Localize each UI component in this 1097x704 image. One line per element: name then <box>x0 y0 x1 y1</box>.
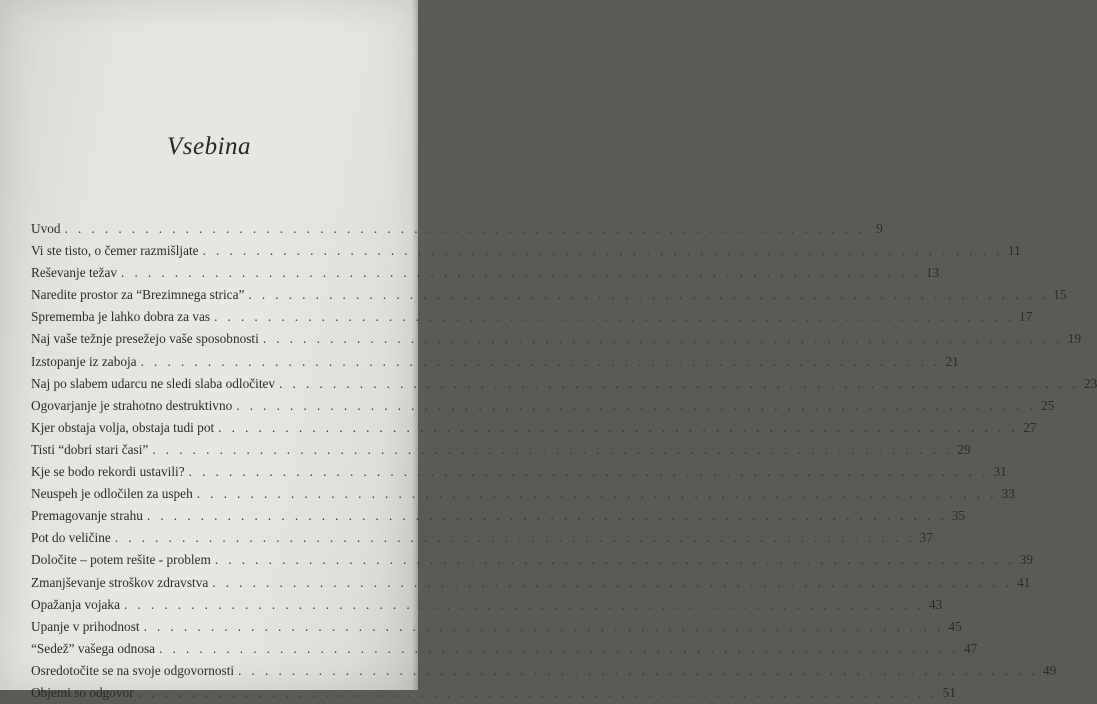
toc-entry <box>31 395 1055 417</box>
toc-entry-page-number: 43 <box>928 596 943 612</box>
toc-entry-title: Ogovarjanje je strahotno destruktivno <box>31 397 233 413</box>
dot-leader <box>124 594 924 616</box>
toc-entry-page-number: 49 <box>1043 662 1057 678</box>
toc-entry <box>31 505 966 527</box>
toc-entry <box>31 373 1097 395</box>
table-of-contents <box>31 218 1097 704</box>
toc-entry <box>31 527 933 549</box>
toc-entry-page-number: 21 <box>945 353 959 369</box>
toc-entry <box>31 594 943 616</box>
toc-entry-title: Tisti “dobri stari časi” <box>31 441 149 457</box>
toc-entry-page-number: 25 <box>1041 397 1055 413</box>
toc-entry-title: Kjer obstaja volja, obstaja tudi pot <box>31 419 215 435</box>
toc-entry <box>31 616 962 638</box>
toc-entry-title: Sprememba je lahko dobra za vas <box>31 309 211 325</box>
toc-entry-page-number: 27 <box>1023 419 1037 435</box>
dot-leader <box>263 328 1063 350</box>
dot-leader <box>121 262 921 284</box>
dot-leader <box>189 461 989 483</box>
toc-entry-page-number: 47 <box>963 640 978 656</box>
toc-entry-title: Naj po slabem udarcu ne sledi slaba odločitev <box>31 375 276 391</box>
dot-leader <box>138 682 938 704</box>
toc-entry-page-number: 35 <box>951 508 966 524</box>
dot-leader <box>236 395 1036 417</box>
toc-entry-page-number: 45 <box>948 618 962 634</box>
toc-entry-title: Naredite prostor za “Brezimnega strica” <box>31 287 245 303</box>
toc-entry <box>31 306 1033 328</box>
toc-entry <box>31 461 1007 483</box>
toc-entry <box>31 417 1037 439</box>
toc-entry-page-number: 23 <box>1083 375 1097 391</box>
toc-entry-page-number: 19 <box>1067 331 1082 347</box>
toc-entry-page-number: 17 <box>1018 309 1033 325</box>
toc-entry-title: Reševanje težav <box>31 265 118 281</box>
toc-entry <box>31 483 1015 505</box>
toc-entry <box>31 328 1082 350</box>
toc-entry-title: Izstopanje iz zaboja <box>31 353 137 369</box>
toc-entry-title: Premagovanje strahu <box>31 508 143 524</box>
dot-leader <box>147 505 947 527</box>
toc-entry-page-number: 11 <box>1007 243 1021 259</box>
toc-entry-title: Upanje v prihodnost <box>31 618 140 634</box>
toc-entry-title: Zmanjševanje stroškov zdravstva <box>31 574 209 590</box>
toc-entry <box>31 262 940 284</box>
dot-leader <box>279 373 1079 395</box>
toc-entry <box>31 218 883 240</box>
toc-entry-title: Opažanja vojaka <box>31 596 120 612</box>
toc-entry <box>31 240 1021 262</box>
toc-entry-page-number: 39 <box>1019 552 1034 568</box>
toc-entry-page-number: 29 <box>957 441 971 457</box>
toc-entry-title: Določite – potem rešite - problem <box>31 552 211 568</box>
page-title: Vsebina <box>166 133 252 160</box>
toc-entry <box>31 660 1057 682</box>
toc-entry-page-number: 9 <box>876 221 883 236</box>
toc-entry-page-number: 51 <box>942 684 956 700</box>
dot-leader <box>218 417 1018 439</box>
toc-entry-page-number: 37 <box>919 530 933 546</box>
toc-entry-page-number: 31 <box>993 464 1007 480</box>
dot-leader <box>214 306 1014 328</box>
toc-entry <box>31 351 959 373</box>
toc-entry <box>31 572 1031 594</box>
toc-entry-page-number: 15 <box>1053 287 1067 303</box>
dot-leader <box>212 572 1012 594</box>
dot-leader <box>248 284 1048 306</box>
dot-leader <box>141 351 941 373</box>
dot-leader <box>238 660 1038 682</box>
toc-entry-title: Kje se bodo rekordi ustavili? <box>31 464 185 480</box>
toc-entry <box>31 682 956 704</box>
toc-entry <box>31 284 1067 306</box>
dot-leader <box>159 638 959 660</box>
toc-entry-title: Osredotočite se na svoje odgovornosti <box>31 662 235 678</box>
dot-leader <box>215 549 1015 571</box>
toc-entry <box>31 549 1034 571</box>
dot-leader <box>115 527 915 549</box>
toc-entry-page-number: 33 <box>1001 486 1015 502</box>
dot-leader <box>152 439 952 461</box>
toc-entry-title: Naj vaše težnje presežejo vaše sposobnosti <box>31 331 259 347</box>
toc-entry-page-number: 41 <box>1017 574 1031 590</box>
toc-entry-title: “Sedež” vašega odnosa <box>31 640 156 656</box>
toc-entry <box>31 439 971 461</box>
dot-leader <box>197 483 997 505</box>
toc-entry-title: Objemi so odgovor <box>31 684 134 700</box>
dot-leader <box>65 218 865 240</box>
dot-leader <box>144 616 944 638</box>
toc-entry-title: Uvod <box>31 221 61 236</box>
toc-entry-page-number: 13 <box>925 265 940 281</box>
toc-entry-title: Vi ste tisto, o čemer razmišljate <box>31 243 199 259</box>
toc-entry <box>31 638 978 660</box>
dot-leader <box>203 240 1003 262</box>
toc-entry-title: Pot do veličine <box>31 530 111 546</box>
toc-entry-title: Neuspeh je odločilen za uspeh <box>31 486 193 502</box>
